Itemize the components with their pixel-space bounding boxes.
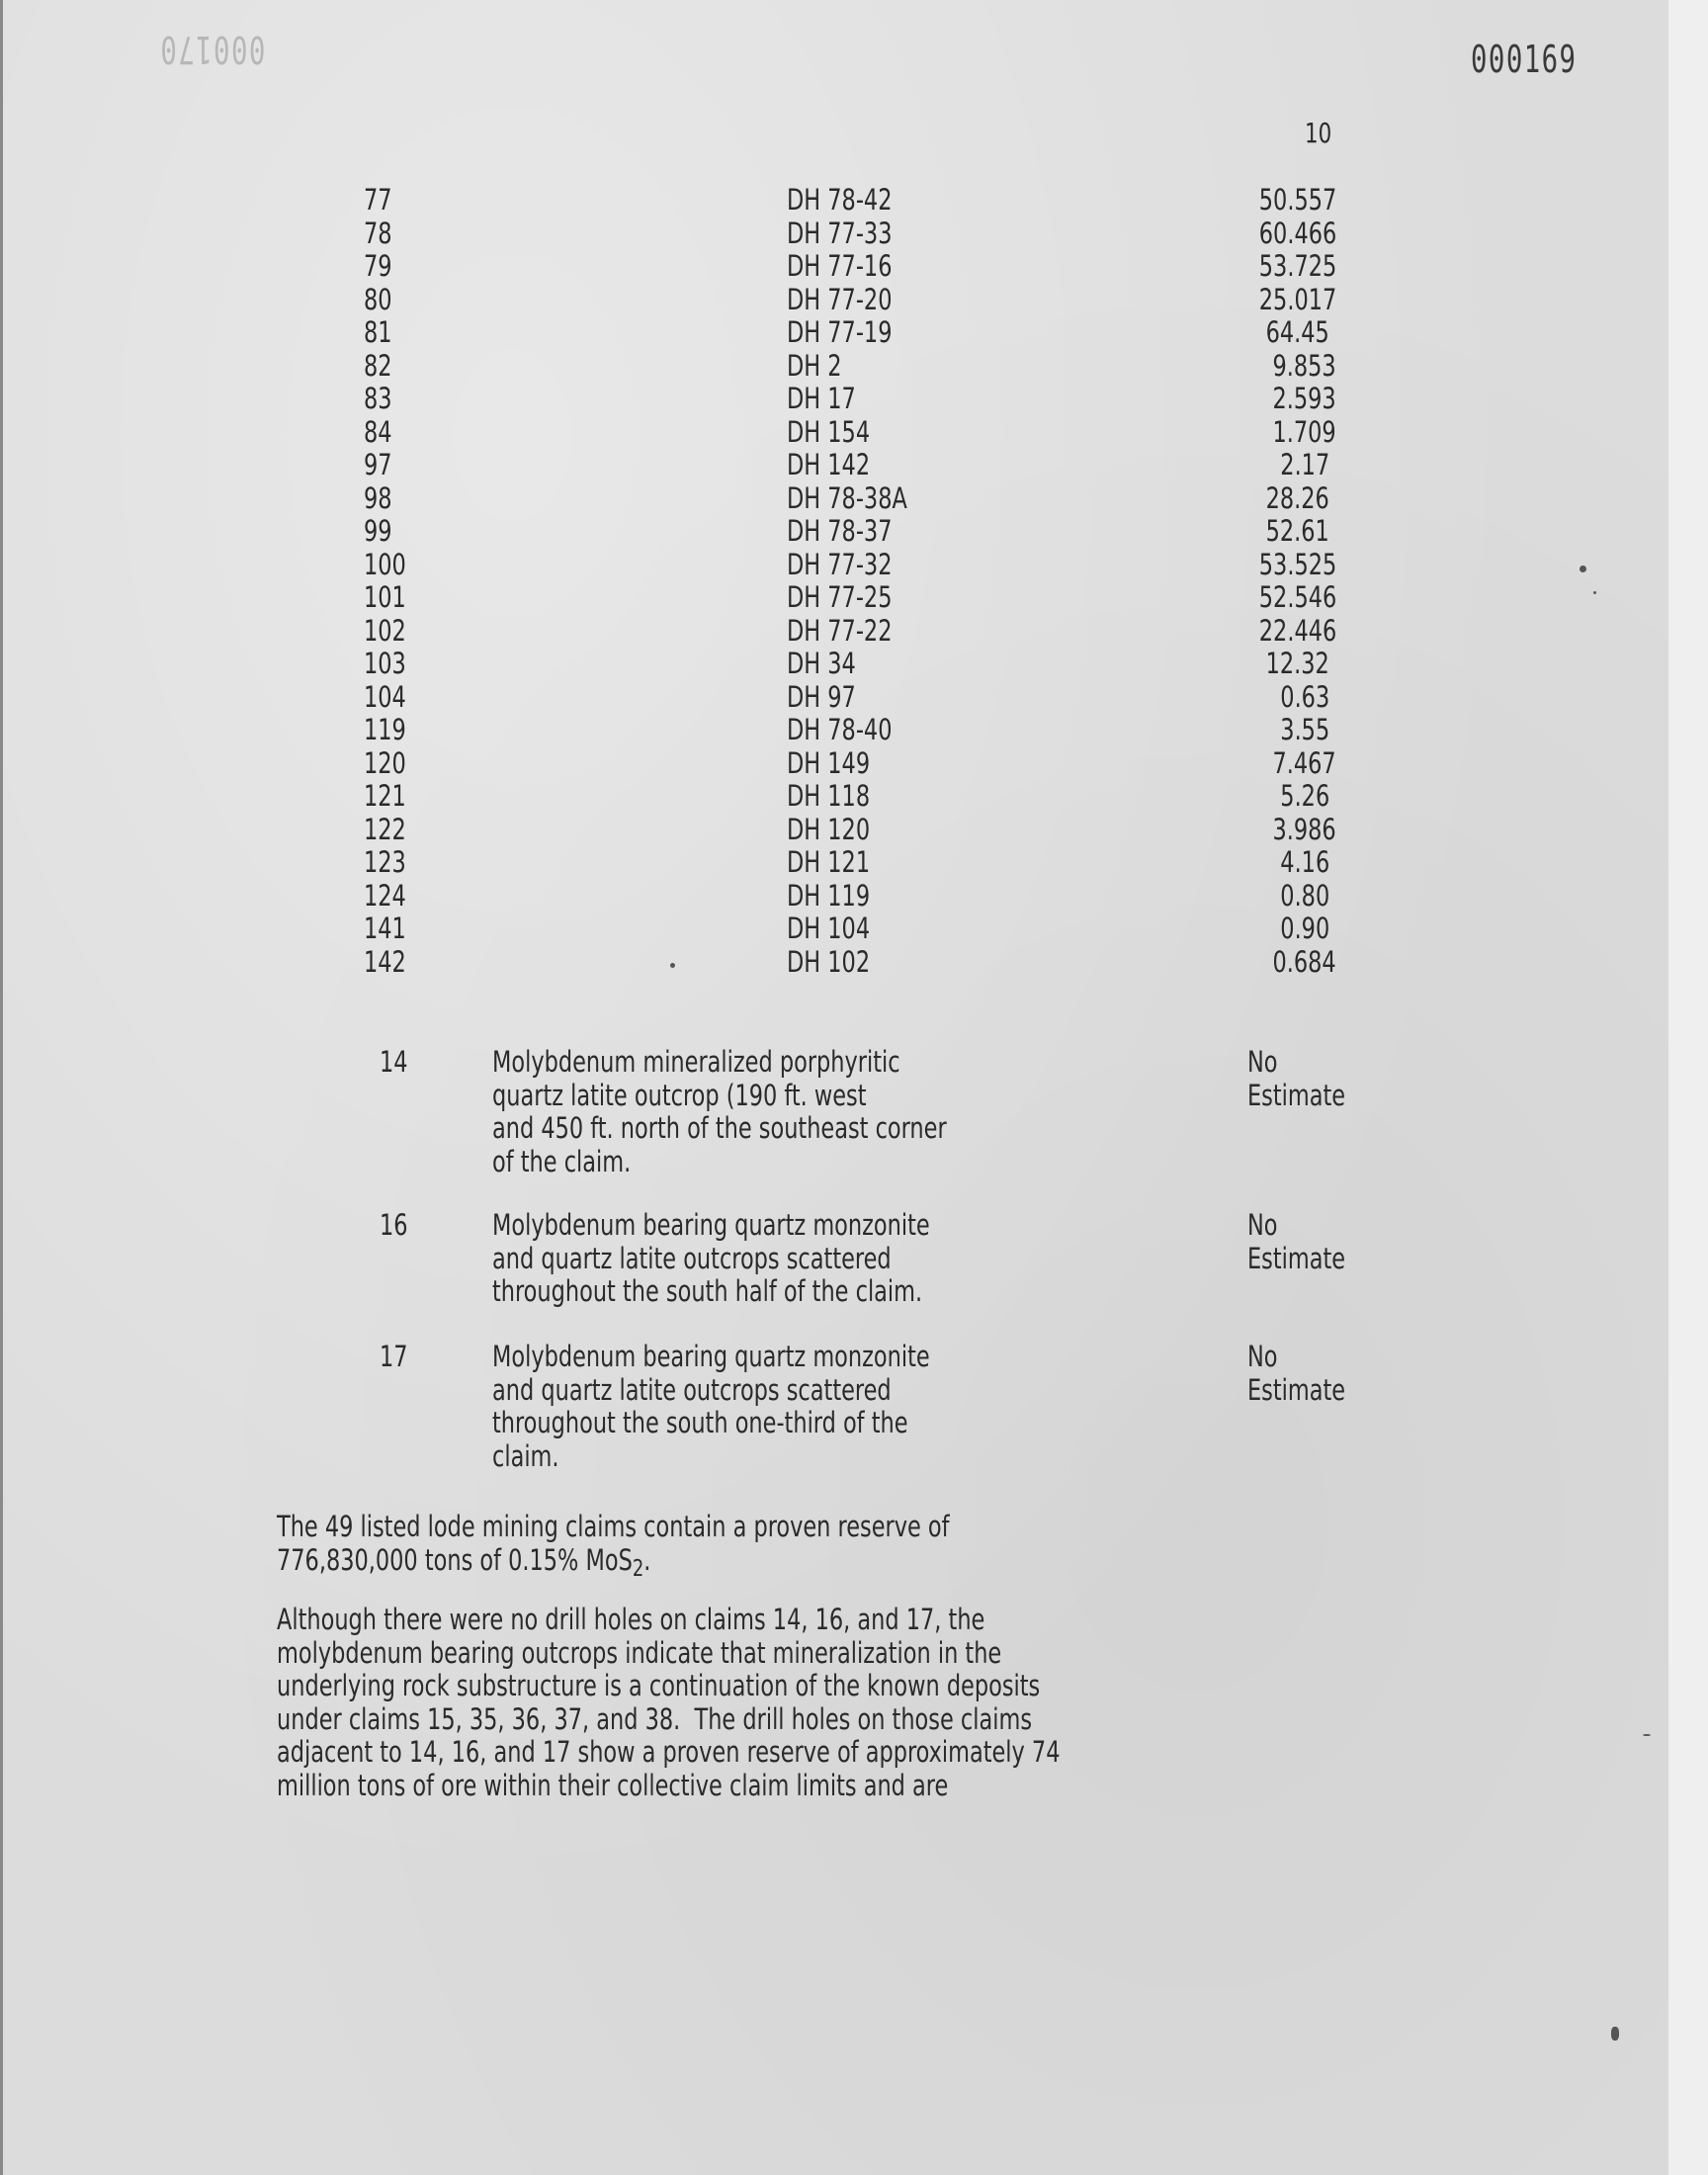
claim-number: 141 — [364, 912, 406, 945]
reserve-value: 53.525 — [1258, 547, 1336, 581]
drill-hole-id: DH 78-42 — [787, 183, 893, 217]
reserve-value: 25.017 — [1258, 282, 1336, 316]
reserve-value: 4.16 — [1279, 845, 1336, 879]
table-row — [0, 581, 1708, 615]
reserve-value: 52.546 — [1258, 580, 1336, 614]
page-number: 10 — [1305, 117, 1332, 149]
drill-hole-id: DH 78-37 — [787, 514, 893, 548]
claim-description: Molybdenum mineralized porphyritic quartz latite outcrop (190 ft. west and 450 ft. north of the southeast corner of the claim. — [492, 1045, 947, 1178]
drill-hole-id: DH 34 — [787, 647, 856, 680]
drill-hole-table — [0, 184, 1708, 979]
reserve-value: 1.709 — [1272, 414, 1336, 449]
claim-number: 80 — [364, 282, 392, 316]
drill-hole-id: DH 77-25 — [787, 580, 893, 614]
drill-hole-id: DH 120 — [787, 812, 871, 846]
scan-speck — [670, 963, 675, 968]
claim-number: 98 — [364, 480, 392, 515]
drill-hole-id: DH 77-22 — [787, 613, 893, 648]
reserve-value: 9.853 — [1272, 348, 1336, 383]
drill-hole-id: DH 102 — [787, 944, 871, 979]
drill-hole-id: DH 77-32 — [787, 547, 893, 581]
reserve-value: 53.725 — [1258, 249, 1336, 283]
claim-estimate: No Estimate — [1247, 1208, 1346, 1275]
table-row — [0, 946, 1708, 980]
ghost-stamp-number: 000170 — [158, 28, 266, 71]
claim-number: 121 — [364, 779, 406, 813]
summary-line-1: The 49 listed lode mining claims contain a proven reserve of — [277, 1510, 950, 1543]
claim-number: 79 — [364, 249, 392, 283]
table-row — [0, 880, 1708, 914]
claim-number: 122 — [364, 812, 406, 846]
claim-number: 82 — [364, 348, 392, 383]
table-row — [0, 449, 1708, 482]
scan-speck — [1643, 1734, 1651, 1736]
claim-number: 17 — [380, 1340, 408, 1373]
claim-estimate: No Estimate — [1247, 1045, 1346, 1112]
scan-speck — [1593, 591, 1596, 594]
reserve-value: 0.90 — [1279, 912, 1336, 945]
claim-number: 84 — [364, 414, 392, 449]
drill-hole-id: DH 118 — [787, 779, 871, 813]
reserve-value: 3.55 — [1279, 713, 1336, 746]
claim-number: 100 — [364, 547, 406, 581]
drill-hole-id: DH 77-20 — [787, 282, 893, 316]
drill-hole-id: DH 104 — [787, 912, 871, 945]
table-row — [0, 549, 1708, 582]
table-row — [0, 284, 1708, 317]
claim-number: 83 — [364, 382, 392, 415]
table-row — [0, 648, 1708, 681]
reserve-value: 5.26 — [1279, 779, 1336, 813]
reserve-value: 64.45 — [1265, 315, 1336, 349]
summary-line-2-text: 776,830,000 tons of 0.15% MoS — [277, 1542, 633, 1577]
reserve-value: 0.80 — [1279, 878, 1336, 913]
drill-hole-id: DH 119 — [787, 878, 871, 913]
reserve-value: 22.446 — [1258, 613, 1336, 648]
claim-number: 120 — [364, 745, 406, 780]
table-row — [0, 846, 1708, 880]
table-row — [0, 515, 1708, 549]
table-row — [0, 383, 1708, 416]
claim-number: 101 — [364, 580, 406, 614]
body-paragraph: Although there were no drill holes on claims 14, 16, and 17, the molybdenum bearing outcrops indicate that mineralization in the underlying rock substructure is a continuation of the known deposits under claims 15, 35, 36, 37, and 38. The drill holes on those claims adjacent to 14, 16, and 17 show a proven reserve of approximately 74 million tons of ore within their collective claim limits and are — [277, 1603, 1061, 1802]
reserve-value: 2.17 — [1279, 448, 1336, 481]
table-row — [0, 482, 1708, 516]
summary-paragraph — [277, 1511, 950, 1585]
claim-number: 97 — [364, 448, 392, 481]
claim-number: 103 — [364, 647, 406, 680]
claim-number: 123 — [364, 845, 406, 879]
reserve-value: 0.63 — [1279, 679, 1336, 714]
table-row — [0, 250, 1708, 284]
claim-number: 99 — [364, 514, 392, 548]
reserve-value: 28.26 — [1265, 480, 1336, 515]
table-row — [0, 615, 1708, 649]
claim-number: 77 — [364, 183, 392, 217]
reserve-value: 7.467 — [1272, 745, 1336, 780]
drill-hole-id: DH 77-33 — [787, 216, 893, 250]
drill-hole-id: DH 121 — [787, 845, 871, 879]
reserve-value: 52.61 — [1265, 514, 1336, 548]
reserve-value: 0.684 — [1272, 944, 1336, 979]
claim-description: Molybdenum bearing quartz monzonite and quartz latite outcrops scattered throughout the south one-third of the claim. — [492, 1340, 930, 1473]
table-row — [0, 184, 1708, 218]
scan-speck — [1580, 566, 1586, 572]
drill-hole-id: DH 17 — [787, 382, 856, 415]
table-row — [0, 350, 1708, 384]
reserve-value: 2.593 — [1272, 382, 1336, 415]
drill-hole-id: DH 77-16 — [787, 249, 893, 283]
scan-speck — [1611, 2027, 1619, 2041]
table-row — [0, 747, 1708, 781]
table-row — [0, 218, 1708, 251]
table-row — [0, 780, 1708, 814]
table-row — [0, 814, 1708, 847]
claim-number: 14 — [380, 1045, 408, 1079]
reserve-value: 60.466 — [1258, 216, 1336, 250]
table-row — [0, 913, 1708, 946]
table-row — [0, 681, 1708, 715]
claim-estimate: No Estimate — [1247, 1340, 1346, 1407]
claim-number: 119 — [364, 713, 406, 746]
summary-line-2-end: . — [643, 1542, 651, 1577]
table-row — [0, 316, 1708, 350]
table-row — [0, 416, 1708, 450]
claim-number: 124 — [364, 878, 406, 913]
claim-number: 81 — [364, 315, 392, 349]
claim-number: 78 — [364, 216, 392, 250]
drill-hole-id: DH 154 — [787, 414, 871, 449]
drill-hole-id: DH 149 — [787, 745, 871, 780]
reserve-value: 3.986 — [1272, 812, 1336, 846]
table-row — [0, 714, 1708, 747]
drill-hole-id: DH 2 — [787, 348, 842, 383]
reserve-value: 12.32 — [1265, 647, 1336, 680]
drill-hole-id: DH 97 — [787, 679, 856, 714]
stamp-number: 000169 — [1471, 38, 1578, 81]
claim-description: Molybdenum bearing quartz monzonite and quartz latite outcrops scattered throughout the south half of the claim. — [492, 1208, 930, 1308]
claim-number: 142 — [364, 944, 406, 979]
summary-line-2 — [277, 1542, 651, 1582]
subscript: 2 — [632, 1554, 644, 1582]
claim-number: 104 — [364, 679, 406, 714]
drill-hole-id: DH 77-19 — [787, 315, 893, 349]
drill-hole-id: DH 78-38A — [787, 480, 907, 515]
claim-number: 16 — [380, 1208, 408, 1242]
reserve-value: 50.557 — [1258, 183, 1336, 217]
drill-hole-id: DH 78-40 — [787, 713, 893, 746]
claim-number: 102 — [364, 613, 406, 648]
drill-hole-id: DH 142 — [787, 448, 871, 481]
